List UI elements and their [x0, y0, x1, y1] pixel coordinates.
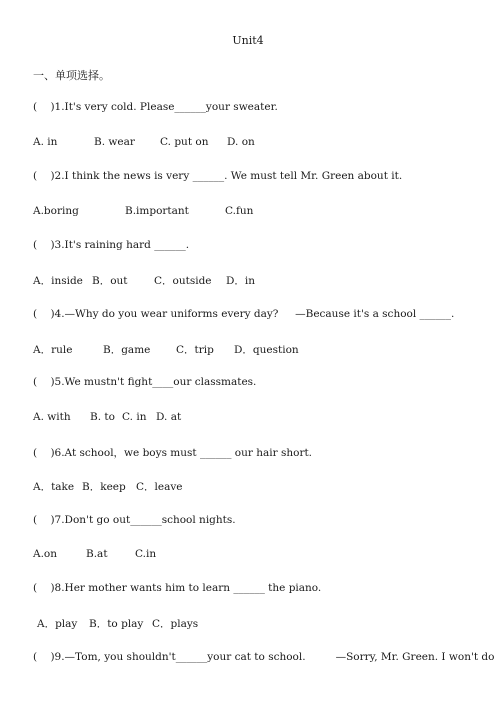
question-4-option-b: B．game	[103, 344, 151, 356]
question-1-stem: ( )1.It's very cold. Please______your sweater.	[33, 101, 278, 113]
question-4-option-d: D．question	[234, 344, 299, 356]
question-2-option-b: B.important	[125, 205, 189, 217]
question-8-option-c: C．plays	[152, 618, 199, 630]
question-2-option-c: C.fun	[225, 205, 254, 217]
question-4-option-a: A．rule	[33, 344, 73, 356]
question-6-option-a: A．take	[33, 481, 75, 493]
question-4-stem: ( )4.—Why do you wear uniforms every day? —Because it's a school ______.	[33, 308, 455, 320]
question-6-option-b: B．keep	[82, 481, 126, 493]
question-1-option-d: D. on	[227, 136, 255, 148]
question-7-option-a: A.on	[33, 548, 58, 560]
question-5-option-b: B. to	[90, 411, 115, 423]
question-8-option-a: A．play	[37, 618, 78, 630]
question-6-stem: ( )6.At school，we boys must ______ our hair short.	[33, 447, 313, 459]
question-5-option-c: C. in	[122, 411, 147, 423]
question-5-option-a: A. with	[33, 411, 71, 423]
question-6-option-c: C．leave	[136, 481, 183, 493]
question-1-option-a: A. in	[33, 136, 58, 148]
question-5-stem: ( )5.We mustn't fight____our classmates.	[33, 376, 257, 388]
question-3-option-b: B．out	[92, 275, 128, 287]
question-8-stem: ( )8.Her mother wants him to learn ______ the piano.	[33, 582, 322, 594]
question-8-option-b: B．to play	[89, 618, 144, 630]
question-7-option-b: B.at	[86, 548, 108, 560]
question-4-option-c: C．trip	[176, 344, 214, 356]
question-5-option-d: D. at	[156, 411, 182, 423]
question-3-option-c: C．outside	[154, 275, 212, 287]
section-heading: 一、单项选择。	[33, 69, 110, 82]
question-1-option-c: C. put on	[160, 136, 209, 148]
page-title: Unit4	[232, 34, 264, 47]
question-2-stem: ( )2.I think the news is very ______. We must tell Mr. Green about it.	[33, 170, 403, 182]
question-7-stem: ( )7.Don't go out______school nights.	[33, 514, 236, 526]
question-2-option-a: A.boring	[33, 205, 79, 217]
question-3-option-a: A．inside	[33, 275, 83, 287]
question-3-stem: ( )3.It's raining hard ______.	[33, 239, 190, 251]
question-7-option-c: C.in	[135, 548, 157, 560]
question-9-stem: ( )9.—Tom, you shouldn't______your cat to school. —Sorry, Mr. Green. I won't do	[33, 651, 495, 663]
question-1-option-b: B. wear	[94, 136, 135, 148]
question-3-option-d: D．in	[226, 275, 256, 287]
